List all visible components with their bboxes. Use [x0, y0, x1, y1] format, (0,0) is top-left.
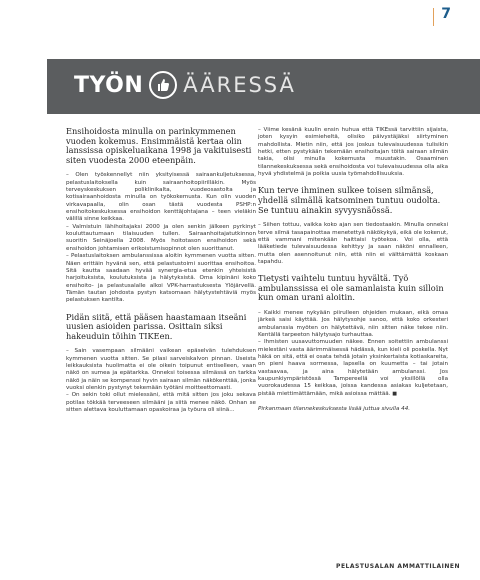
author-signature: Pirkanmaan tilannekeskuksesta lisää juttua sivulla 44.: [258, 406, 411, 413]
page-number-rule: [433, 8, 434, 26]
body-paragraph: – Siihen tottuu, vaikka koko ajan sen tiedostaakin. Minulla onneksi terve silmä tasapainottaa menetettyä näkökykyä, eikä ole kokenut, että vammani mitenkään haittaisi työtekoa. Voi olla, että lääketiede tulevaisuudessa kehittyy ja saan näköni ennalleen, mutta olen asennoitunut niin, että niin ei välttämättä koskaan tapahdu.: [258, 222, 448, 265]
article-right-column: [258, 127, 448, 414]
header-title-word2: ÄÄRESSÄ: [183, 73, 296, 97]
body-paragraph: – Valmistuin lähihoitajaksi 2000 ja olen senkin jälkeen pyrkinyt kouluttautumaan tilaisuuden tullen. Sairaanhoitajatutkinnon suoritin Seinäjoella 2008. Myös hoitotason ensihoidon sekä ensihoidon johtamisen erikoistumisopinnot olen suorittanut.: [66, 223, 256, 252]
body-paragraph-text: – Ihmisten uusavuttomuuden näkee. Ennen soitettiin ambulanssi mielestäni vasta äärimmäisessä hädässä, kun kieli oli poskella. Nyt häkä on sitä, että ei osata tehdä jotain yksinkertaista kotiaskareita, on pieni haava sormessa, lapsella on kuumetta – tai jotain vastaavaa, ja aina hälytetään ambulanssi. Jos kaupunkiympäristössä Tampereellä voi yksillöllä olla vuorokaudessa 15 keikkaa, joissa kandessa asiakas kuljetetaan, pistää miettimättämään, mikä asioissa mättää.: [258, 339, 448, 397]
thumbs-up-icon: [149, 71, 177, 99]
end-mark-icon: ■: [392, 390, 397, 397]
body-paragraph: [258, 339, 448, 398]
pull-quote: Kun terve ihminen sulkee toisen silmänsä, yhdellä silmällä katsominen tuntuu oudolta. Se tuntuu ainakin syvyysnäössä.: [258, 185, 441, 215]
body-paragraph: – Olen työskennellyt niin yksityisessä sairaankuljetuksessa, pelastuslaitoksella kuin sairaanhoitopiirilläkin. Myös terveyskeskuksen poliklinikalta, vuodeosastolta ja kotisairaanhoidosta minulla on työkokemusta. Kun olin vuoden virkavapaalla, olin osan tästä vuodesta PSHP:n ensihoitokeskuksessa ensihoidon kenttäjohtajana – teen vieläkin välillä sinne keikkaa.: [66, 172, 256, 223]
body-paragraph: – Pelastuslaitoksen ambulanssissa aloitin kymmenen vuotta sitten. Näen erittäin hyvänä sen, että pelastustoimi suorittaa ensihoitoa. Sitä kautta saadaan hyvää synergia-etua etenkin yhteisistä harjoituksista, koulutuksista ja hälytyksistä. Oma kipinäni koko ensihoito- ja pelastusalalle alkoi VPK-harrastuksesta Ylöjärvellä. Tämän tautan johdosta pystyn katsomaan hälytystehtäviä myös pelastuksen kantilta.: [66, 253, 256, 304]
body-paragraph: – Viime kesänä kuulin ensin huhua että TIKEssä tarvittiin sijaista, joten kysyin esimieheltä, olisiko päivystäjäksi siirtyminen mahdollista. Mietin niin, että jos joskus tulevaisuudessa tulisikin hetki, etten pystykään tekemään ensihoitajan töitä sairaan silmän takia, olisi minulla kokemusta muustakin. Osaaminen tilannekeskuksessa sekä ensihoidosta voi tulevaisuudessa olla aika hyvä yhdistelmä ja poikia uusia työmahdollisuuksia.: [258, 127, 448, 178]
lead-paragraph: Ensihoidosta minulla on parinkymmenen vuoden kokemus. Ensimmäistä kertaa olin lanssissa opiskeluaikana 1998 ja vakituisesti siten vuodesta 2000 eteenpäin.: [66, 126, 252, 165]
article-left-column: [66, 127, 256, 414]
section-header-title: [74, 71, 296, 99]
body-paragraph: – Kaikki menee nykyään piirulleen ohjeiden mukaan, eikä omaa järkeä saisi käyttää. Jos hälytysohje sanoo, että koko orkesteri ambulanssia myöten on hälytettävä, niin sitten näke tekee niin. Kentällä tarpeeton hälytysajo turhauttaa.: [258, 310, 448, 339]
header-title-word1: TYÖN: [74, 72, 144, 98]
footer-brand: PELASTUSALAN AMMATTILAINEN: [336, 563, 460, 570]
body-paragraph: – On sekin toki ollut mielessäni, että mitä sitten jos joku sekava potilas tökkää terveeseen silmääni ja siitä menee näkö. Onhan se sitten alettava kouluttamaan opaskoiraa ja työura oli siinä...: [66, 392, 256, 414]
page-number: 7: [441, 6, 451, 22]
pull-quote: Tietysti vaihtelu tuntuu hyvältä. Työ ambulanssissa ei ole samanlaista kuin silloin kun oman urani aloitin.: [258, 273, 444, 303]
pull-quote: Pidän siitä, että pääsen haastamaan itseäni uusien asioiden parissa. Osittain siksi hakeuduin töihin TIKEen.: [66, 311, 247, 341]
body-paragraph: – Sain vasempaan silmääni vaikean epäselvän tulehduksen kymmenen vuotta sitten. Se pilasi sarveiskalvon pinnan. Useista leikkauksista huolimatta ei ole oikein toipunut entiselleen, vaan näkö on sumea ja epätarkka. Onneksi toisessa silmässä on tarkka näkö ja näin se kompensoi hyvin sairaan silmän näkökenttää, jonka vuoksi olenkin pystynyt tekemään työtäni moitteettomasti.: [66, 348, 256, 392]
